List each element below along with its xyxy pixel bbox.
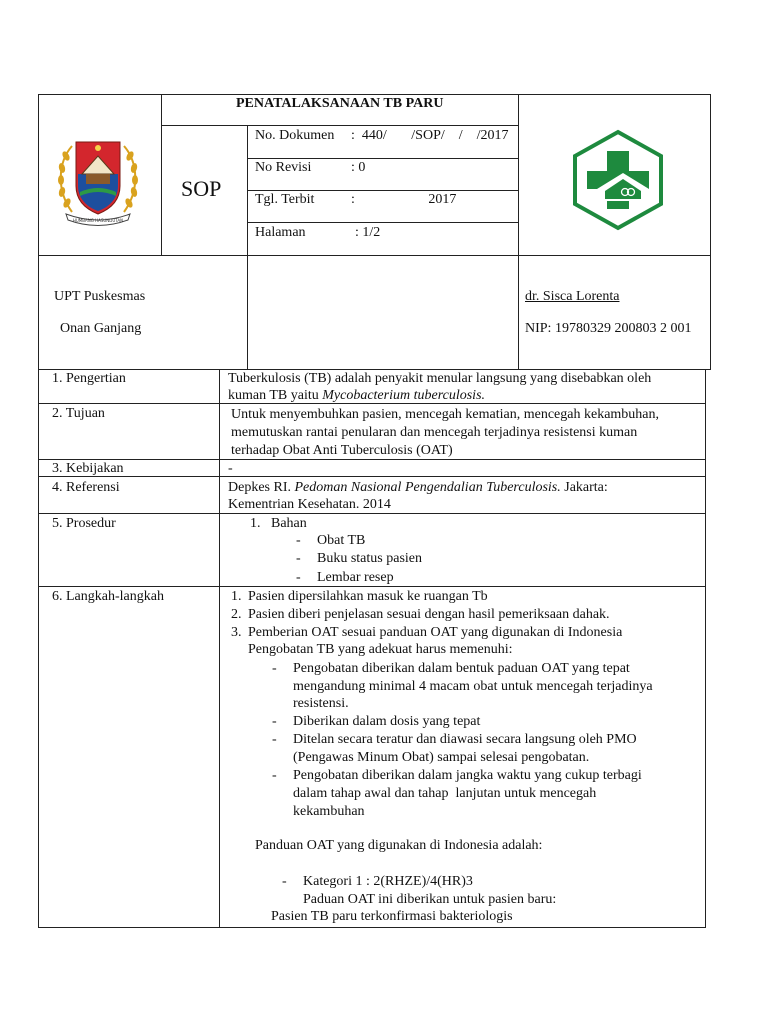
org-name-line1: UPT Puskesmas — [54, 289, 146, 304]
label-tujuan: 2. Tujuan — [52, 406, 105, 421]
puskesmas-logo-icon — [569, 129, 667, 231]
doc-field-label-page: Halaman — [255, 225, 306, 240]
prosedur-dash-3: - — [296, 570, 301, 585]
tujuan-line2: memutuskan rantai penularan dan mencegah terjadinya resistensi kuman — [231, 425, 638, 440]
referensi-city: Jakarta: — [560, 480, 608, 495]
prosedur-item-bahan: Bahan — [271, 516, 307, 531]
signatory-name: dr. Sisca Lorenta — [525, 289, 620, 304]
sop-label: SOP — [181, 176, 222, 201]
bullet-dash-4: - — [272, 768, 277, 783]
label-prosedur: 5. Prosedur — [52, 516, 116, 531]
doc-field-value-revision: : 0 — [351, 160, 366, 175]
bullet-1-line3: resistensi. — [293, 696, 349, 711]
bullet-4-line1: Pengobatan diberikan dalam jangka waktu yang cukup terbagi — [293, 768, 642, 783]
prosedur-dash-2: - — [296, 551, 301, 566]
panduan-heading: Panduan OAT yang digunakan di Indonesia adalah: — [255, 838, 543, 853]
prosedur-sub-3: Lembar resep — [317, 570, 394, 585]
prosedur-item-number: 1. — [250, 516, 261, 531]
bullet-1-line2: mengandung minimal 4 macam obat untuk mencegah terjadinya — [293, 679, 653, 694]
kategori-1: Kategori 1 : 2(RHZE)/4(HR)3 — [303, 874, 473, 889]
doc-field-value-issued: : 2017 — [351, 192, 457, 207]
tujuan-line1: Untuk menyembuhkan pasien, mencegah kematian, mencegah kekambuhan, — [231, 407, 660, 422]
doc-field-label-number: No. Dokumen — [255, 128, 335, 143]
label-langkah: 6. Langkah-langkah — [52, 589, 164, 604]
doc-field-label-issued: Tgl. Terbit — [255, 192, 315, 207]
tujuan-line3: terhadap Obat Anti Tuberculosis (OAT) — [231, 443, 453, 458]
referensi-author: Depkes RI. — [228, 480, 295, 495]
prosedur-sub-1: Obat TB — [317, 533, 366, 548]
pengertian-line2-text: kuman TB yaitu — [228, 388, 323, 403]
step-1: Pasien dipersilahkan masuk ke ruangan Tb — [248, 589, 488, 604]
bullet-dash-1: - — [272, 661, 277, 676]
regional-emblem-icon — [52, 134, 144, 230]
doc-field-value-page: : 1/2 — [355, 225, 381, 240]
step-number-1: 1. — [231, 589, 242, 604]
prosedur-sub-2: Buku status pasien — [317, 551, 422, 566]
step-3-line1: Pemberian OAT sesuai panduan OAT yang digunakan di Indonesia — [248, 625, 623, 640]
label-referensi: 4. Referensi — [52, 480, 120, 495]
label-kebijakan: 3. Kebijakan — [52, 461, 124, 476]
kategori-last: Pasien TB paru terkonfirmasi bakteriologis — [271, 909, 513, 924]
bullet-dash-3: - — [272, 732, 277, 747]
step-2: Pasien diberi penjelasan sesuai dengan hasil pemeriksaan dahak. — [248, 607, 610, 622]
bullet-4-line2: dalam tahap awal dan tahap lanjutan untuk mencegah — [293, 786, 597, 801]
document-title: PENATALAKSANAAN TB PARU — [236, 96, 444, 111]
prosedur-dash-1: - — [296, 533, 301, 548]
referensi-line2: Kementrian Kesehatan. 2014 — [228, 497, 391, 512]
kategori-note: Paduan OAT ini diberikan untuk pasien baru: — [303, 892, 557, 907]
doc-field-label-revision: No Revisi — [255, 160, 312, 175]
bullet-dash-2: - — [272, 714, 277, 729]
referensi-book-title: Pedoman Nasional Pengendalian Tuberculosis. — [294, 480, 561, 495]
kategori-dash: - — [282, 874, 287, 889]
bullet-3-line2: (Pengawas Minum Obat) sampai selesai pengobatan. — [293, 750, 590, 765]
label-pengertian: 1. Pengertian — [52, 371, 126, 386]
org-name-line2: Onan Ganjang — [60, 321, 142, 336]
svg-text:HUMBANG HASUNDUTAN: HUMBANG HASUNDUTAN — [72, 218, 124, 223]
pengertian-species: Mycobacterium tuberculosis. — [322, 388, 486, 403]
bullet-3-line1: Ditelan secara teratur dan diawasi secara langsung oleh PMO — [293, 732, 637, 747]
doc-field-value-number: : 440/ /SOP/ / /2017 — [351, 128, 509, 143]
referensi-line1 — [228, 479, 608, 496]
step-number-2: 2. — [231, 607, 242, 622]
bullet-4-line3: kekambuhan — [293, 804, 365, 819]
signatory-nip: NIP: 19780329 200803 2 001 — [525, 321, 692, 336]
kebijakan-value: - — [228, 461, 233, 476]
bullet-1-line1: Pengobatan diberikan dalam bentuk paduan OAT yang tepat — [293, 661, 630, 676]
pengertian-line2 — [228, 387, 485, 404]
pengertian-line1: Tuberkulosis (TB) adalah penyakit menular langsung yang disebabkan oleh — [228, 371, 652, 386]
step-number-3: 3. — [231, 625, 242, 640]
bullet-2: Diberikan dalam dosis yang tepat — [293, 714, 481, 729]
step-3-line2: Pengobatan TB yang adekuat harus memenuhi: — [248, 642, 513, 657]
